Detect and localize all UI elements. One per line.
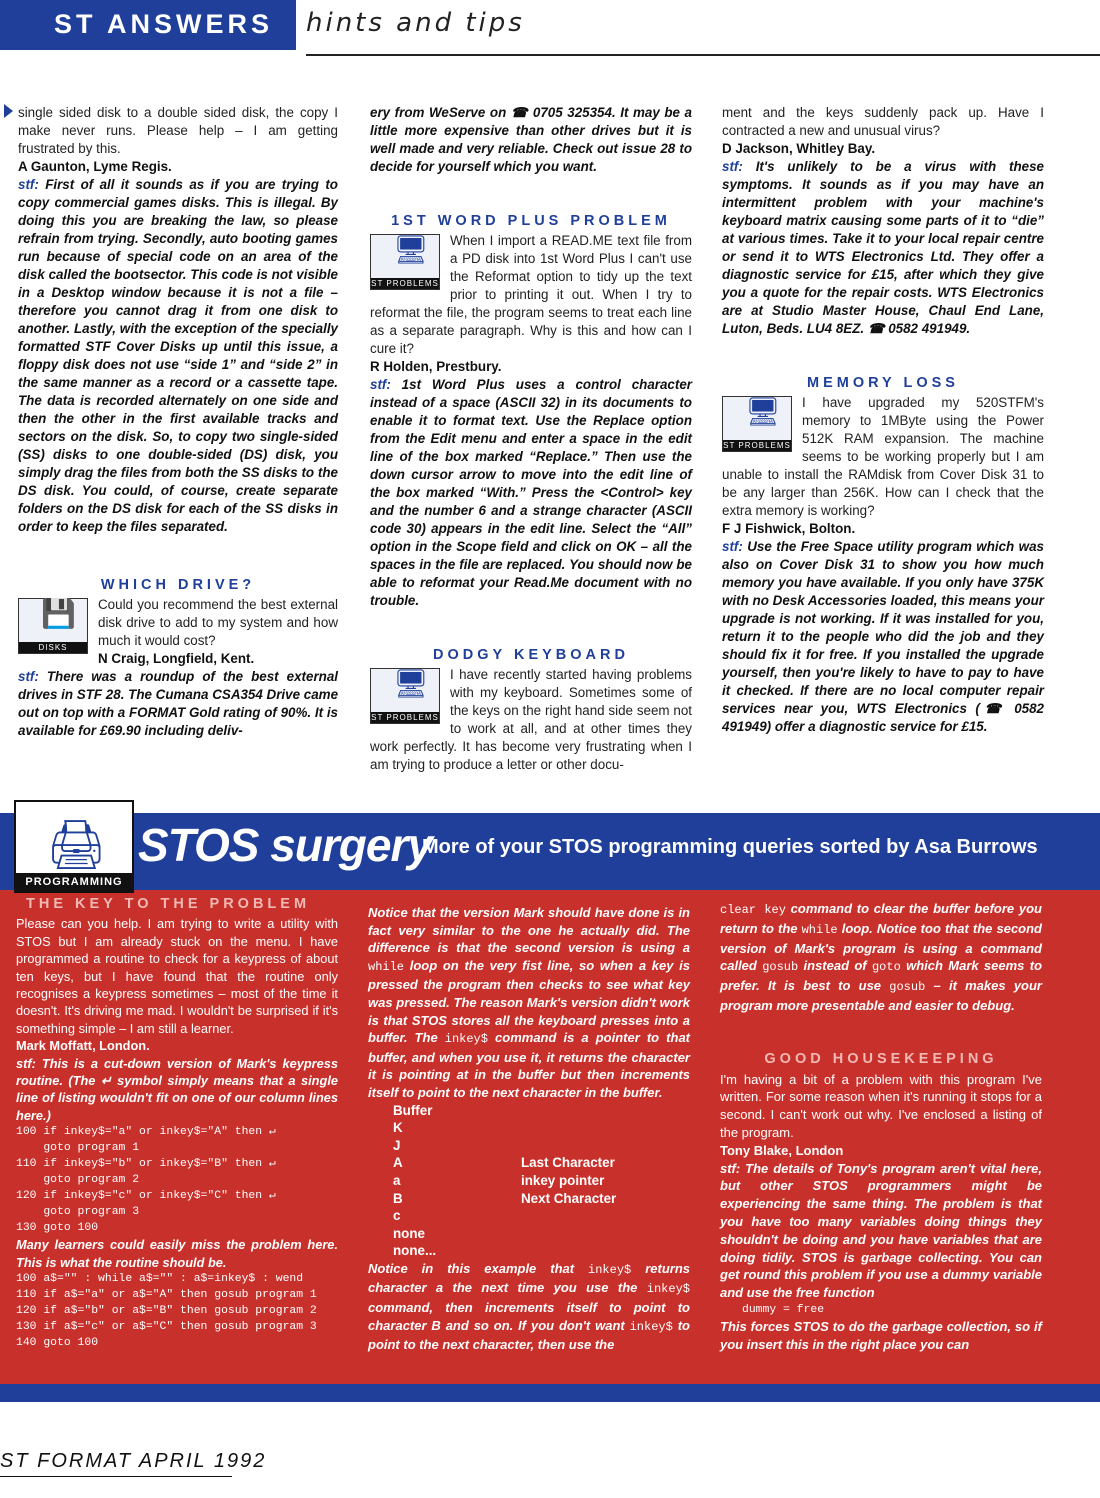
answer-text: [18, 176, 338, 536]
answer-body: There was a roundup of the best external drives in STF 28. The Cumana CSA354 Drive came out on top with a FORMAT Gold rating of 90%. It is available for £69.90 including deliv-: [18, 669, 339, 738]
author: F J Fishwick, Bolton.: [722, 521, 856, 536]
icon-label: PROGRAMMING: [16, 873, 132, 891]
column-1: [18, 104, 338, 740]
programming-icon: 🖨 PROGRAMMING: [14, 800, 134, 893]
heading-key-problem: THE KEY TO THE PROBLEM: [26, 896, 311, 912]
author: R Holden, Prestbury.: [370, 359, 502, 374]
answer-text: Notice that the version Mark should have done is in fact very similar to the one he actually did. The difference is that the second version is using a while loop on the very fist line, so when a key is pressed the program then checks to see what key was pressed. The reason Mark's version didn't work is that STOS stores all the keyboard presses into a buffer. The inkey$ command is a pointer to that buffer, and when you use it, it returns the character it is pointing at in the buffer but then increments itself to point to the next character in the buffer.: [368, 905, 691, 1100]
answer-body: The details of Tony's program aren't vital here, but other STOS programmers might be experiencing the same thing. The problem is that you have too many variables doing things they shouldn't be doing and you have variables that are doing tidily. STOS is garbage collecting. You can get round this problem if you use a dummy variable and use the free function: [720, 1160, 1042, 1301]
stos-title: STOS surgery: [138, 819, 432, 871]
column-2: [370, 104, 692, 774]
icon-label: ST PROBLEMS: [371, 279, 439, 288]
buffer-row: J: [393, 1137, 401, 1153]
stos-bottom-strip: [0, 1384, 1100, 1402]
heading-good-housekeeping: GOOD HOUSEKEEPING: [764, 1050, 998, 1067]
stos-column-2: [368, 904, 690, 1354]
stf-label: stf:: [720, 1160, 741, 1176]
icon-label: ST PROBLEMS: [371, 713, 439, 722]
stf-label: stf:: [18, 177, 39, 192]
answer-text: Many learners could easily miss the problem here. This is what the routine should be.: [16, 1237, 338, 1270]
question-text: When I import a READ.ME text file from a PD disk into 1st Word Plus I can't use the Reformat option to tidy up the text prior to printing it out. When I try to reformat the file, the program seems to treat each line as a separate paragraph. Why is this and how can I cure it?: [370, 233, 692, 356]
author: Mark Moffatt, London.: [16, 1038, 150, 1054]
icon-label: DISKS: [19, 642, 87, 653]
heading-which-drive: WHICH DRIVE?: [100, 577, 256, 593]
stos-subtitle: More of your STOS programming queries sorted by Asa Burrows: [422, 836, 1038, 858]
buffer-row: A Last Character: [393, 1155, 615, 1171]
answer-text: [16, 1055, 338, 1125]
column-3: [722, 104, 1044, 736]
header-rule: [306, 54, 1100, 56]
code-listing: 100 if inkey$="a" or inkey$="A" then ↵ goto program 1 110 if inkey$="b" or inkey$="B" then ↵ goto program 2 120 if inkey$="c" or inkey$="C" then ↵ goto program 3 130 goto 100: [16, 1126, 276, 1235]
answer-text: [18, 668, 338, 740]
stos-column-3: [720, 900, 1042, 1354]
question-text: single sided disk to a double sided disk, the copy I make never runs. Please help – I am getting frustrated by this.: [18, 105, 338, 156]
stf-label: stf:: [722, 539, 743, 554]
question-text: Could you recommend the best external disk drive to add to my system and how much it would cost?: [98, 597, 338, 648]
author: A Gaunton, Lyme Regis.: [18, 159, 172, 174]
answer-text: [722, 538, 1044, 736]
problems-icon: 🖥 ST PROBLEMS: [371, 668, 439, 722]
problems-icon: 🖥 ST PROBLEMS: [371, 234, 439, 288]
buffer-row: K: [393, 1120, 403, 1136]
stf-label: stf:: [370, 377, 391, 392]
answer-body: Use the Free Space utility program which was also on Cover Disk 31 to show you how much memory you have available. If you only have 375K with no Desk Accessories loaded, this means your upgrade is not working. If it was installed for you, return it to the people who did the job and they should fix it for free. If you installed the upgrade yourself, then you're likely to have to pay to have it checked. If there are no local computer repair services near you, WTS Electronics (☎ 0582 491949) offer a diagnostic service for £15.: [722, 539, 1044, 734]
icon-label: ST PROBLEMS: [723, 441, 791, 450]
answer-body: First of all it sounds as if you are trying to copy commercial games disks. This is illegal. By doing this you are breaking the law, so please refrain from trying. Secondly, auto booting games run because of special code on an area of the disk called the bootsector. This code is not visible in a Desktop window because it is not a file – therefore you cannot drag it from one disk to another. Lastly, with the exception of the specially formatted STF Cover Disks up until this issue, a floppy disk does not use “side 1” and “side 2” in the same manner as a record or a cassette tape. The data is recorded alternately on one side and then the other in the first available tracks and sectors on the disk. So, to copy two single-sided (SS) disks to one double-sided (DS) disk, you simply drag the files from both the SS disks to the DS disk. You could, of course, create separate folders on the DS disk for each of the SS disks in order to keep the files separated.: [18, 177, 338, 534]
question-text: I'm having a bit of a problem with this program I've written. For some reason when it's running it stops for a second. I can't work out why. I've enclosed a listing of the program.: [720, 1071, 1042, 1140]
stf-label: stf:: [18, 669, 39, 684]
code-listing: 100 a$="" : while a$="" : a$=inkey$ : wend 110 if a$="a" or a$="A" then gosub program 1 120 if a$="b" or a$="B" then gosub program 2 130 if a$="c" or a$="C" then gosub program 3 140 goto 100: [16, 1273, 317, 1350]
answer-text: [720, 1160, 1042, 1302]
answer-text: ery from WeServe on ☎ 0705 325354. It may be a little more expensive than other drives but it is well made and very reliable. Check out issue 28 to decide for yourself which you want.: [370, 105, 692, 174]
question-text: Please can you help. I am trying to write a utility with STOS but I am already stuck on the menu. I have programmed a routine to check for a keypress of about ten keys, but I have found that the routine only recognises a keypress sometimes – most of the time it doesn't. It's driving me mad. I wouldn't be surprised if it's something simple – I am still a learner.: [16, 916, 338, 1036]
answer-text: This forces STOS to do the garbage collection, so if you insert this in the right place you can: [720, 1318, 1042, 1352]
buffer-row: none: [393, 1225, 425, 1241]
section-tab: ST ANSWERS: [0, 0, 296, 50]
page-footer: ST FORMAT APRIL 1992: [0, 1450, 267, 1472]
answer-text: [722, 158, 1044, 338]
author: Tony Blake, London: [720, 1142, 844, 1158]
answer-text: Notice in this example that inkey$ returns character a the next time you use the inkey$ command, then increments itself to point to character B and so on. If you don't want inkey$ to point to the next character, then use the: [368, 1260, 690, 1353]
buffer-row: B Next Character: [393, 1190, 617, 1206]
buffer-row: c: [393, 1208, 401, 1224]
problems-icon: 🖥 ST PROBLEMS: [723, 396, 791, 450]
buffer-table: [368, 1102, 690, 1260]
stos-column-1: [16, 896, 338, 1351]
section-subtitle: hints and tips: [306, 8, 525, 38]
buffer-row: none...: [393, 1243, 437, 1259]
code-listing: dummy = free: [742, 1303, 825, 1316]
heading-memory-loss: MEMORY LOSS: [807, 375, 959, 391]
answer-body: It's unlikely to be a virus with these symptoms. It sounds as if you may have an intermittent problem with your machine's keyboard matrix causing some parts of it to “die” at various times. Take it to your local repair centre or send it to WTS Electronics Ltd. They offer a diagnostic service for £15, after which they give you a quote for the repair costs. WTS Electronics are at Studio Master House, Chaul End Lane, Luton, Beds. LU4 8EZ. ☎ 0582 491949.: [722, 159, 1044, 336]
answer-body: 1st Word Plus uses a control character instead of a space (ASCII 32) in its documents to enable it to format text. Use the Replace option from the Edit menu and enter a space in the edit line of the box marked “Replace.” Then use the down cursor arrow to move into the edit line of the box marked “With.” Press the <Control> key and the number 6 and a strange character (ASCII code 30) appears in the edit line. Select the “All” option in the Scope field and click on OK – all the spaces in the file are replaced. You should now be able to reformat your Read.Me document with no trouble.: [370, 377, 692, 608]
author: N Craig, Longfield, Kent.: [98, 651, 255, 666]
answer-text: clear key command to clear the buffer before you return to the while loop. Notice too that the second version of Mark's program is using a command called gosub instead of goto which Mark seems to prefer. It is best to use gosub – it makes your program more presentable and easier to debug.: [720, 901, 1043, 1013]
disk-icon: 💾 DISKS: [18, 598, 88, 654]
buffer-row: a inkey pointer: [393, 1172, 605, 1188]
author: D Jackson, Whitley Bay.: [722, 141, 876, 156]
stf-label: stf:: [16, 1055, 36, 1071]
answer-text: [370, 376, 692, 610]
question-text: I have upgraded my 520STFM's memory to 1MByte using the Power 512K RAM expansion. The machine seems to be working properly but I am unable to install the RAMdisk from Cover Disk 31 to be any larger than 256K. How can I check that the extra memory is working?: [722, 395, 1044, 518]
question-text: ment and the keys suddenly pack up. Have I contracted a new and unusual virus?: [722, 105, 1044, 138]
stf-label: stf:: [722, 159, 743, 174]
heading-1st-word-plus: 1ST WORD PLUS PROBLEM: [391, 213, 671, 229]
heading-dodgy-keyboard: DODGY KEYBOARD: [433, 647, 629, 663]
answer-body: This is a cut-down version of Mark's keypress routine. (The ↵ symbol simply means that a single line of listing wouldn't fit on one of our column lines here.): [16, 1055, 338, 1123]
continue-arrow-icon: [4, 104, 13, 118]
buffer-row: Buffer: [393, 1102, 433, 1118]
footer-rule: [0, 1476, 232, 1477]
question-text: I have recently started having problems with my keyboard. Sometimes some of the keys on the right hand side seem not to work at all, and at other times they work perfectly. It has become very frustrating when I am trying to produce a letter or other docu-: [370, 667, 692, 772]
